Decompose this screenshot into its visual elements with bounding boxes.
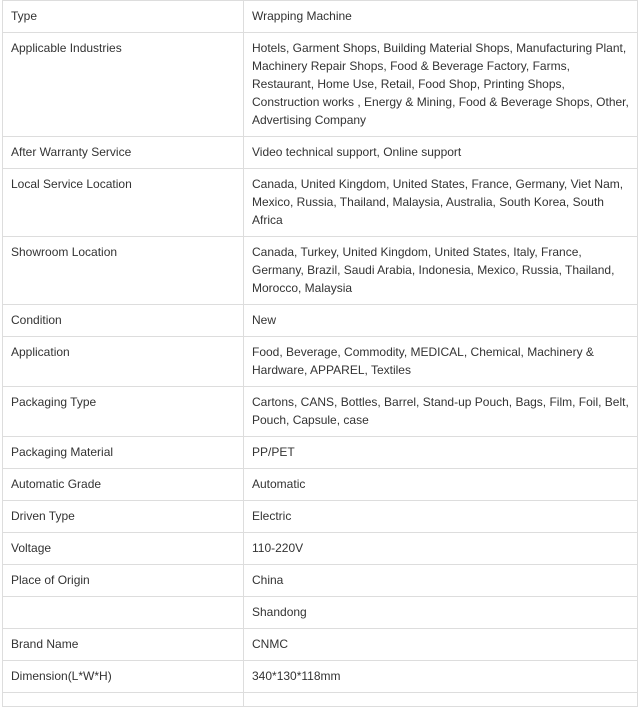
- spec-value-dimension: 340*130*118mm: [244, 661, 638, 693]
- spec-key-after-warranty-service: After Warranty Service: [3, 137, 244, 169]
- spec-key-condition: Condition: [3, 305, 244, 337]
- spec-value-place-of-origin: China: [244, 565, 638, 597]
- spec-key-showroom-location: Showroom Location: [3, 237, 244, 305]
- spec-key-place-of-origin: Place of Origin: [3, 565, 244, 597]
- table-row: [3, 597, 638, 629]
- spec-key-brand-name: Brand Name: [3, 629, 244, 661]
- table-row: [3, 437, 638, 469]
- spec-key-packaging-type: Packaging Type: [3, 387, 244, 437]
- table-row: [3, 337, 638, 387]
- spec-value-local-service-location: Canada, United Kingdom, United States, France, Germany, Viet Nam, Mexico, Russia, Thailand, Malaysia, Australia, South Korea, South Africa: [244, 169, 638, 237]
- table-row: [3, 169, 638, 237]
- table-row: [3, 693, 638, 707]
- spec-value-partial: [244, 693, 638, 707]
- spec-key-type: Type: [3, 1, 244, 33]
- spec-key-empty: [3, 597, 244, 629]
- spec-key-application: Application: [3, 337, 244, 387]
- table-row: [3, 33, 638, 137]
- spec-value-packaging-material: PP/PET: [244, 437, 638, 469]
- spec-value-voltage: 110-220V: [244, 533, 638, 565]
- spec-key-driven-type: Driven Type: [3, 501, 244, 533]
- spec-value-brand-name: CNMC: [244, 629, 638, 661]
- spec-value-application: Food, Beverage, Commodity, MEDICAL, Chemical, Machinery & Hardware, APPAREL, Textiles: [244, 337, 638, 387]
- spec-key-packaging-material: Packaging Material: [3, 437, 244, 469]
- spec-value-applicable-industries: Hotels, Garment Shops, Building Material Shops, Manufacturing Plant, Machinery Repair Shops, Food & Beverage Factory, Farms, Restaurant, Home Use, Retail, Food Shop, Printing Shops, Construction works , Energy & Mining, Food & Beverage Shops, Other, Advertising Company: [244, 33, 638, 137]
- spec-key-applicable-industries: Applicable Industries: [3, 33, 244, 137]
- table-row: [3, 237, 638, 305]
- table-row: [3, 137, 638, 169]
- spec-key-automatic-grade: Automatic Grade: [3, 469, 244, 501]
- table-row: [3, 469, 638, 501]
- spec-value-after-warranty-service: Video technical support, Online support: [244, 137, 638, 169]
- spec-value-packaging-type: Cartons, CANS, Bottles, Barrel, Stand-up Pouch, Bags, Film, Foil, Belt, Pouch, Capsule, case: [244, 387, 638, 437]
- spec-key-voltage: Voltage: [3, 533, 244, 565]
- spec-value-driven-type: Electric: [244, 501, 638, 533]
- table-row: [3, 387, 638, 437]
- spec-value-type: Wrapping Machine: [244, 1, 638, 33]
- spec-value-condition: New: [244, 305, 638, 337]
- table-row: [3, 501, 638, 533]
- spec-value-province: Shandong: [244, 597, 638, 629]
- spec-value-showroom-location: Canada, Turkey, United Kingdom, United States, Italy, France, Germany, Brazil, Saudi Arabia, Indonesia, Mexico, Russia, Thailand, Morocco, Malaysia: [244, 237, 638, 305]
- table-row: [3, 533, 638, 565]
- table-row: [3, 305, 638, 337]
- spec-key-local-service-location: Local Service Location: [3, 169, 244, 237]
- spec-value-automatic-grade: Automatic: [244, 469, 638, 501]
- table-row: [3, 565, 638, 597]
- specifications-table: [2, 0, 638, 707]
- spec-key-partial: [3, 693, 244, 707]
- table-row: [3, 629, 638, 661]
- spec-key-dimension: Dimension(L*W*H): [3, 661, 244, 693]
- table-row: [3, 661, 638, 693]
- table-row: [3, 1, 638, 33]
